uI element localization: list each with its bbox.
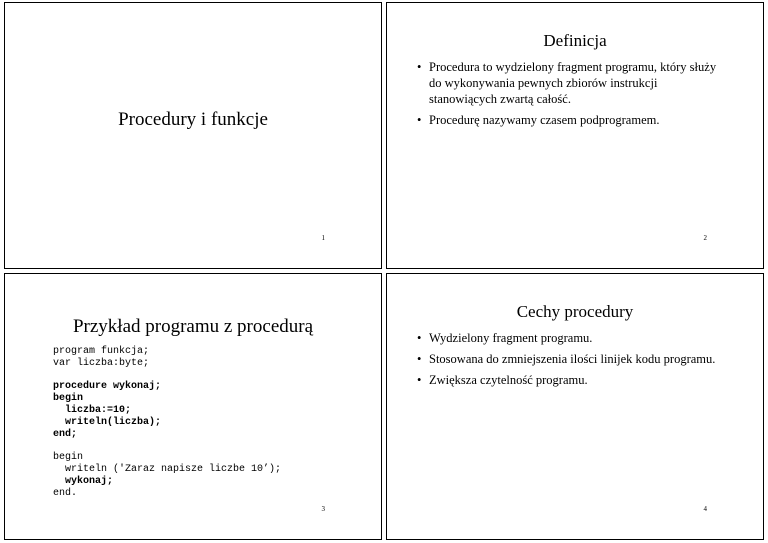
bullet-item: • Stosowana do zmniejszenia ilości linijek kodu programu. bbox=[417, 351, 723, 367]
slide-3-page-number: 3 bbox=[321, 505, 325, 513]
code-line: writeln ('Zaraz napisze liczbe 10’); bbox=[53, 463, 282, 475]
code-line bbox=[53, 370, 281, 382]
code-line: program funkcja; bbox=[53, 346, 150, 357]
code-line: liczba:=10; bbox=[53, 404, 132, 416]
code-line: end. bbox=[53, 487, 78, 499]
slide-2 bbox=[386, 2, 764, 269]
slide-2-title: Definicja bbox=[543, 31, 607, 50]
slide-1-page-number: 1 bbox=[321, 234, 325, 242]
bullet-item: • Zwiększa czytelność programu. bbox=[417, 372, 723, 388]
slide-2-bullet-list bbox=[417, 59, 723, 133]
code-line: procedure wykonaj; bbox=[53, 381, 162, 393]
code-line: begin bbox=[53, 393, 84, 405]
code-line: var liczba:byte; bbox=[53, 357, 150, 369]
code-line: end; bbox=[53, 428, 78, 440]
bullet-item: • Procedurę nazywamy czasem podprogramem. bbox=[417, 112, 723, 128]
slide-4-title: Cechy procedury bbox=[516, 302, 634, 321]
bullet-item: • Procedura to wydzielony fragment programu, który służy do wykonywania pewnych zbiorów instrukcji stanowiących zwartą całość. bbox=[417, 59, 723, 107]
code-line: begin bbox=[53, 452, 84, 464]
slide-4-page-number: 4 bbox=[703, 505, 707, 513]
slide-4-bullet-list bbox=[417, 330, 723, 393]
slide-2-page-number: 2 bbox=[703, 234, 707, 242]
code-block bbox=[53, 346, 281, 499]
slide-3-title: Przykład programu z procedurą bbox=[72, 316, 314, 337]
slide-1 bbox=[4, 2, 382, 269]
slide-3 bbox=[4, 273, 382, 540]
slide-4 bbox=[386, 273, 764, 540]
code-line: wykonaj; bbox=[53, 475, 114, 487]
code-line bbox=[53, 440, 281, 452]
code-line: writeln(liczba); bbox=[53, 416, 162, 428]
bullet-item: • Wydzielony fragment programu. bbox=[417, 330, 723, 346]
slide-1-title: Procedury i funkcje bbox=[118, 109, 268, 130]
